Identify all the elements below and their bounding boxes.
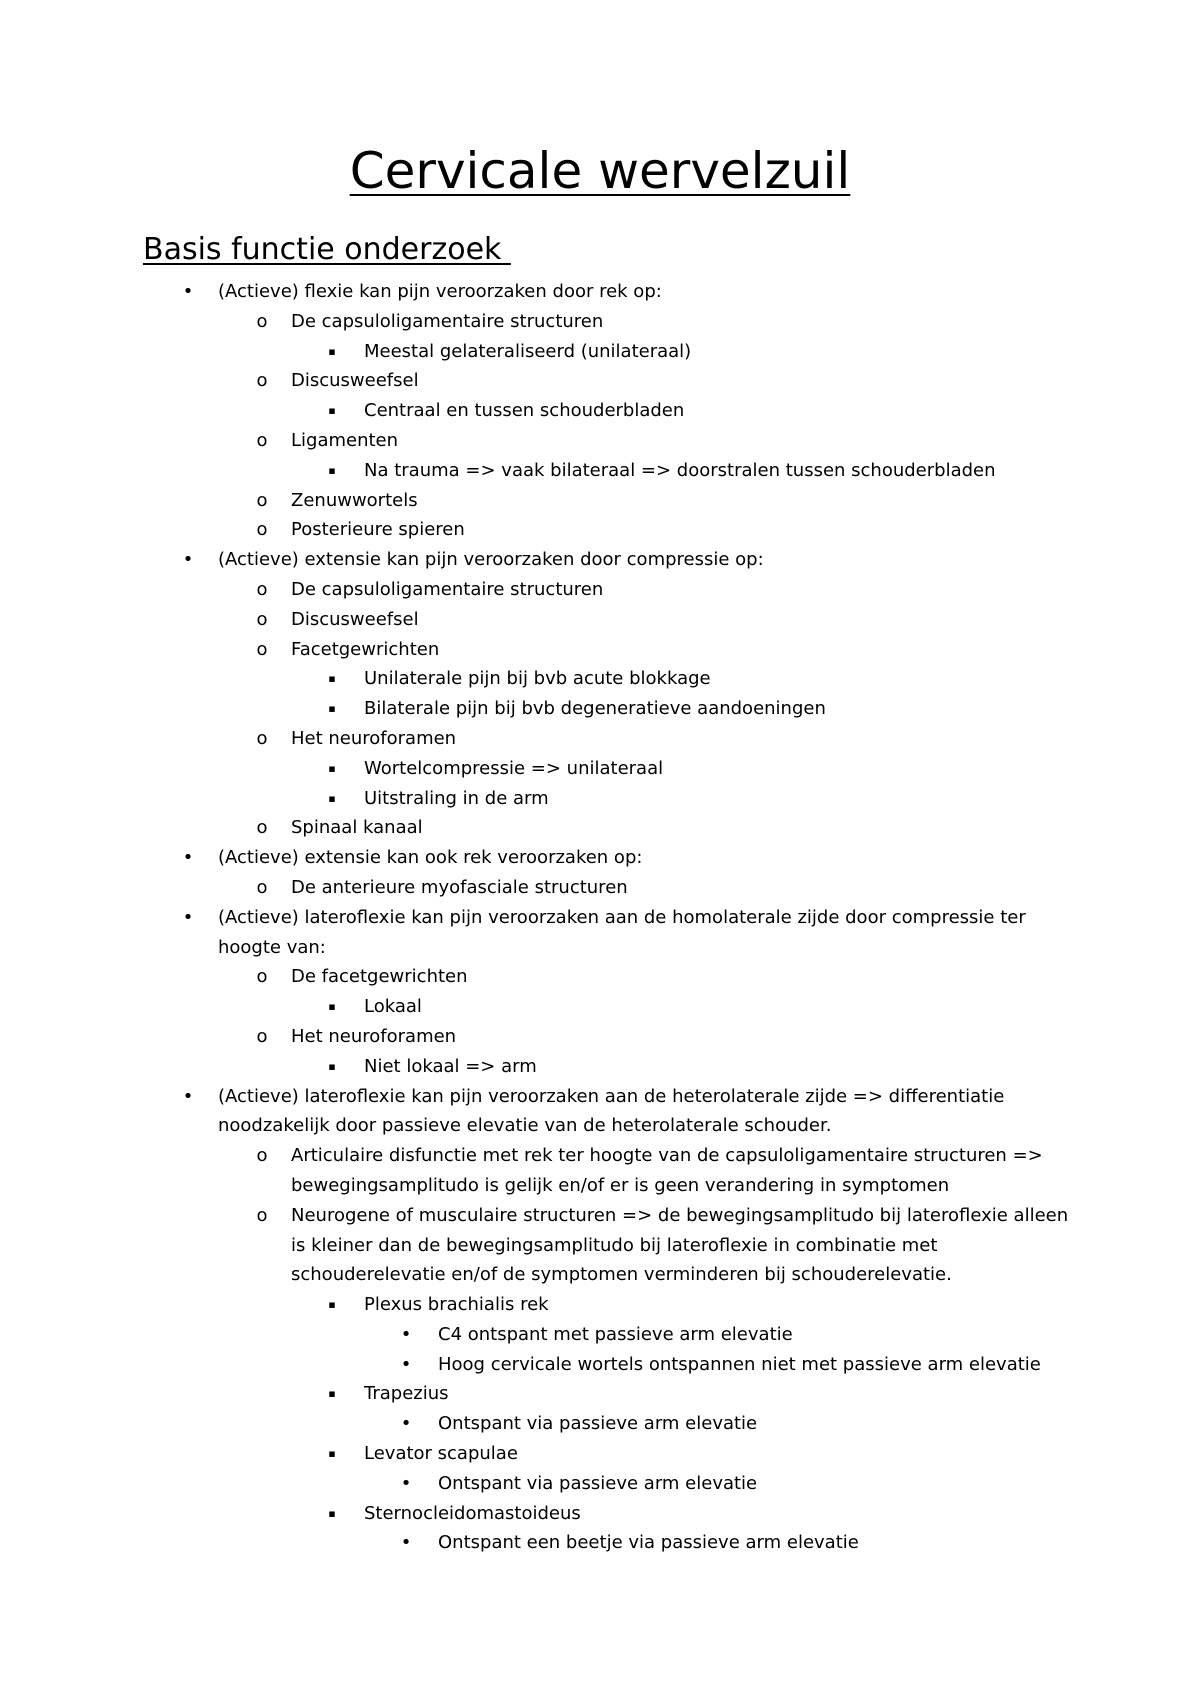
list-item [0,843,1200,873]
bullet-marker: ▪ [328,1000,336,1014]
list-item [0,396,1200,426]
bullet-marker: • [400,1472,412,1494]
bullet-marker: ▪ [328,1506,336,1520]
list-item-text: De capsuloligamentaire structuren [291,310,604,332]
list-item-text: schouderelevatie en/of de symptomen verminderen bij schouderelevatie. [291,1264,952,1286]
list-item-text: (Actieve) lateroflexie kan pijn veroorzaken aan de homolaterale zijde door compressie ter [218,906,1026,928]
list-item-text: Uitstraling in de arm [364,787,549,809]
list-item-text: Unilaterale pijn bij bvb acute blokkage [364,668,711,690]
list-item [0,1111,1200,1141]
bullet-marker: ▪ [328,344,336,358]
bullet-marker: ▪ [328,791,336,805]
list-item-text: De capsuloligamentaire structuren [291,578,604,600]
list-item [0,307,1200,337]
bullet-marker: o [256,638,268,660]
list-item [0,1201,1200,1231]
list-item [0,575,1200,605]
list-item-text: Levator scapulae [364,1443,518,1465]
list-item-text: Centraal en tussen schouderbladen [364,400,685,422]
list-item [0,1499,1200,1529]
bullet-marker: o [256,370,268,392]
list-item-text: Wortelcompressie => unilateraal [364,757,664,779]
list-item [0,992,1200,1022]
bullet-marker: • [182,1085,194,1107]
list-item-text: (Actieve) extensie kan pijn veroorzaken door compressie op: [218,549,764,571]
bullet-marker: ▪ [328,1447,336,1461]
list-item [0,1231,1200,1261]
list-item-text: Ligamenten [291,429,399,451]
list-item [0,724,1200,754]
list-item [0,754,1200,784]
list-item [0,873,1200,903]
page-title: Cervicale wervelzuil [349,142,851,200]
list-item-text: Ontspant een beetje via passieve arm elevatie [438,1532,859,1554]
list-item-text: C4 ontspant met passieve arm elevatie [438,1323,793,1345]
list-item-text: (Actieve) flexie kan pijn veroorzaken door rek op: [218,281,662,302]
bullet-marker: o [256,310,268,332]
list-item-text: De anterieure myofasciale structuren [291,876,628,898]
list-item [0,337,1200,367]
list-item [0,456,1200,486]
list-item-text: (Actieve) lateroflexie kan pijn veroorzaken aan de heterolaterale zijde => differentiatie [218,1085,1005,1107]
list-item [0,1409,1200,1439]
list-item [0,1320,1200,1350]
list-item [0,1469,1200,1499]
list-item-text: bewegingsamplitudo is gelijk en/of er is geen verandering in symptomen [291,1174,950,1196]
list-item [0,903,1200,933]
bullet-marker: o [256,876,268,898]
bullet-marker: ▪ [328,761,336,775]
list-item-text: Sternocleidomastoideus [364,1502,581,1524]
list-item-text: Het neuroforamen [291,727,457,749]
list-item [0,933,1200,963]
bullet-marker: • [400,1532,412,1554]
bullet-marker: ▪ [328,1298,336,1312]
list-item-text: Na trauma => vaak bilateraal => doorstralen tussen schouderbladen [364,459,996,481]
outline-list [0,277,1200,1558]
list-item [0,1528,1200,1558]
bullet-marker: o [256,429,268,451]
bullet-marker: ▪ [328,1387,336,1401]
bullet-marker: o [256,519,268,541]
list-item [0,694,1200,724]
list-item-text: Spinaal kanaal [291,817,423,839]
bullet-marker: • [400,1323,412,1345]
bullet-marker: ▪ [328,1059,336,1073]
list-item-text: Meestal gelateraliseerd (unilateraal) [364,340,692,362]
list-item-text: Plexus brachialis rek [364,1294,549,1316]
list-item [0,962,1200,992]
bullet-marker: ▪ [328,702,336,716]
bullet-marker: o [256,578,268,600]
bullet-marker: o [256,817,268,839]
bullet-marker: ▪ [328,672,336,686]
list-item-text: Discusweefsel [291,370,419,392]
bullet-marker: • [400,1353,412,1375]
list-item [0,1439,1200,1469]
list-item [0,1350,1200,1380]
bullet-marker: o [256,608,268,630]
section-heading: Basis functie onderzoek [143,232,511,267]
list-item-text: Posterieure spieren [291,519,465,541]
bullet-marker: • [182,906,194,928]
bullet-marker: o [256,727,268,749]
list-item [0,1379,1200,1409]
bullet-marker: o [256,1025,268,1047]
list-item-text: Articulaire disfunctie met rek ter hoogte van de capsuloligamentaire structuren => [291,1145,1043,1167]
list-item-text: Zenuwwortels [291,489,418,511]
list-item [0,813,1200,843]
list-item [0,1082,1200,1112]
list-item-text: hoogte van: [218,936,326,958]
list-item-text: Niet lokaal => arm [364,1055,537,1077]
list-item [0,277,1200,307]
bullet-marker: • [182,847,194,869]
list-item [0,426,1200,456]
bullet-marker: • [400,1413,412,1435]
list-item-text: Hoog cervicale wortels ontspannen niet met passieve arm elevatie [438,1353,1041,1375]
bullet-marker: ▪ [328,404,336,418]
list-item [0,515,1200,545]
bullet-marker: o [256,489,268,511]
bullet-marker: • [182,549,194,571]
list-item-text: Ontspant via passieve arm elevatie [438,1413,758,1435]
list-item-text: Het neuroforamen [291,1025,457,1047]
list-item [0,486,1200,516]
list-item [0,1171,1200,1201]
list-item-text: Trapezius [364,1383,449,1405]
list-item-text: (Actieve) extensie kan ook rek veroorzaken op: [218,847,643,869]
list-item [0,1052,1200,1082]
bullet-marker: • [182,281,194,302]
list-item-text: Lokaal [364,996,422,1018]
bullet-marker: o [256,1145,268,1167]
list-item [0,366,1200,396]
list-item-text: Facetgewrichten [291,638,440,660]
list-item-text: is kleiner dan de bewegingsamplitudo bij lateroflexie in combinatie met [291,1234,938,1256]
list-item [0,1290,1200,1320]
bullet-marker: o [256,966,268,988]
list-item-text: Bilaterale pijn bij bvb degeneratieve aandoeningen [364,698,826,720]
list-item [0,605,1200,635]
list-item-text: Ontspant via passieve arm elevatie [438,1472,758,1494]
list-item-text: noodzakelijk door passieve elevatie van de heterolaterale schouder. [218,1115,832,1137]
list-item [0,1260,1200,1290]
list-item-text: Neurogene of musculaire structuren => de bewegingsamplitudo bij lateroflexie alleen [291,1204,1069,1226]
list-item [0,1141,1200,1171]
list-item-text: De facetgewrichten [291,966,468,988]
list-item [0,664,1200,694]
list-item [0,1022,1200,1052]
bullet-marker: o [256,1204,268,1226]
list-item [0,784,1200,814]
list-item [0,635,1200,665]
list-item [0,545,1200,575]
list-item-text: Discusweefsel [291,608,419,630]
bullet-marker: ▪ [328,463,336,477]
